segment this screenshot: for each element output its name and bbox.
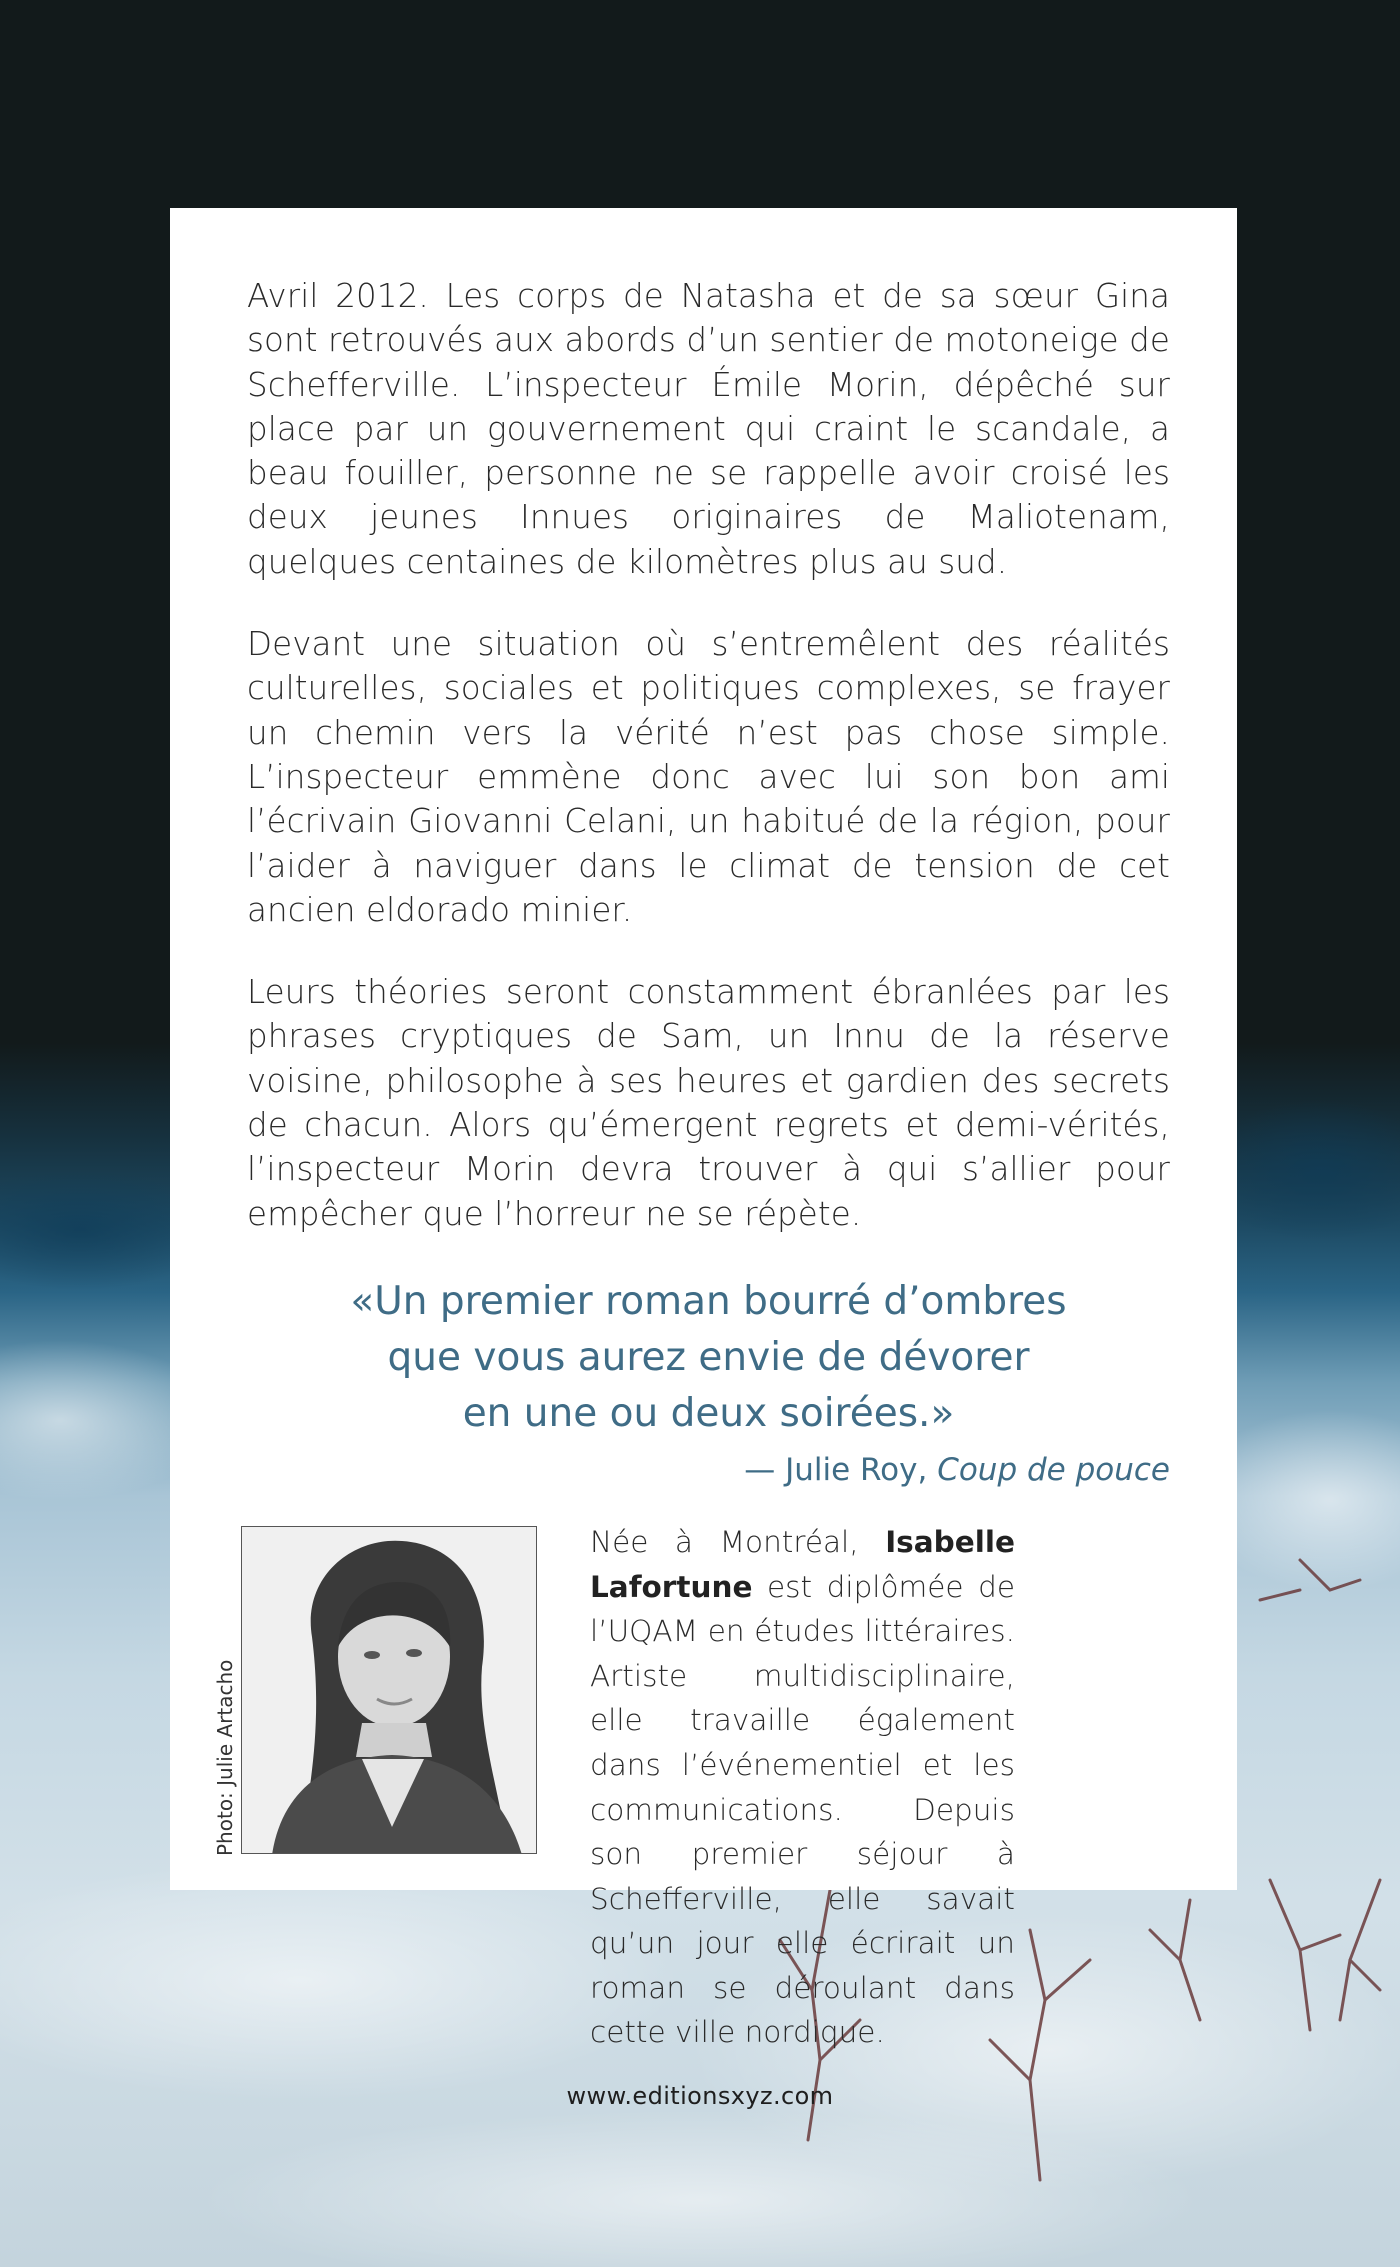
attribution-source: Coup de pouce [937, 1451, 1170, 1488]
bio-rest: est diplômée de l’UQAM en études littéraires. Artiste multidisciplinaire, elle travaille également dans l’événementiel et les communications. Depuis son premier séjour à Schefferville, elle savait qu’un jour elle écrirait un roman se déroulant dans cette ville nordique. [590, 1569, 1015, 2050]
publisher-url[interactable]: www.editionsxyz.com [566, 2082, 834, 2110]
author-bio [590, 1520, 1015, 2055]
quote-line-3: en une ou deux soirées.» [462, 1390, 955, 1436]
synopsis-paragraph-2: Devant une situation où s’entremêlent des réalités culturelles, sociales et politiques complexes, se frayer un chemin vers la vérité n’est pas chose simple. L’inspecteur emmène donc avec lui son bon ami l’écrivain Giovanni Celani, un habitué de la région, pour l’aider à naviguer dans le climat de tension de cet ancien eldorado minier. [247, 625, 1170, 929]
bio-prefix: Née à Montréal, [590, 1524, 886, 1559]
quote-attribution [247, 1448, 1170, 1492]
attribution-prefix: — Julie Roy, [744, 1451, 938, 1488]
quote-line-1: «Un premier roman bourré d’ombres [350, 1278, 1067, 1324]
author-name: Isabelle Lafortune [590, 1524, 1015, 1604]
synopsis-paragraph-1: Avril 2012. Les corps de Natasha et de sa sœur Gina sont retrouvés aux abords d’un sentier de motoneige de Schefferville. L’inspecteur Émile Morin, dépêché sur place par un gouvernement qui craint le scandale, a beau fouiller, personne ne se rappelle avoir croisé les deux jeunes Innues originaires de Maliotenam, quelques centaines de kilomètres plus au sud. [247, 277, 1170, 581]
synopsis-paragraph-3: Leurs théories seront constamment ébranlées par les phrases cryptiques de Sam, un Innu de la réserve voisine, philosophe à ses heures et gardien des secrets de chacun. Alors qu’émergent regrets et demi-vérités, l’inspecteur Morin devra trouver à qui s’allier pour empêcher que l’horreur ne se répète. [247, 973, 1170, 1233]
author-portrait-illustration [242, 1527, 537, 1854]
author-section [213, 1524, 1170, 2050]
author-photo [241, 1526, 537, 1854]
photo-credit: Photo: Julie Artacho [213, 1659, 237, 1856]
press-quote [247, 1274, 1170, 1442]
back-cover-text-panel [170, 208, 1237, 2050]
quote-line-2: que vous aurez envie de dévorer [387, 1334, 1030, 1380]
